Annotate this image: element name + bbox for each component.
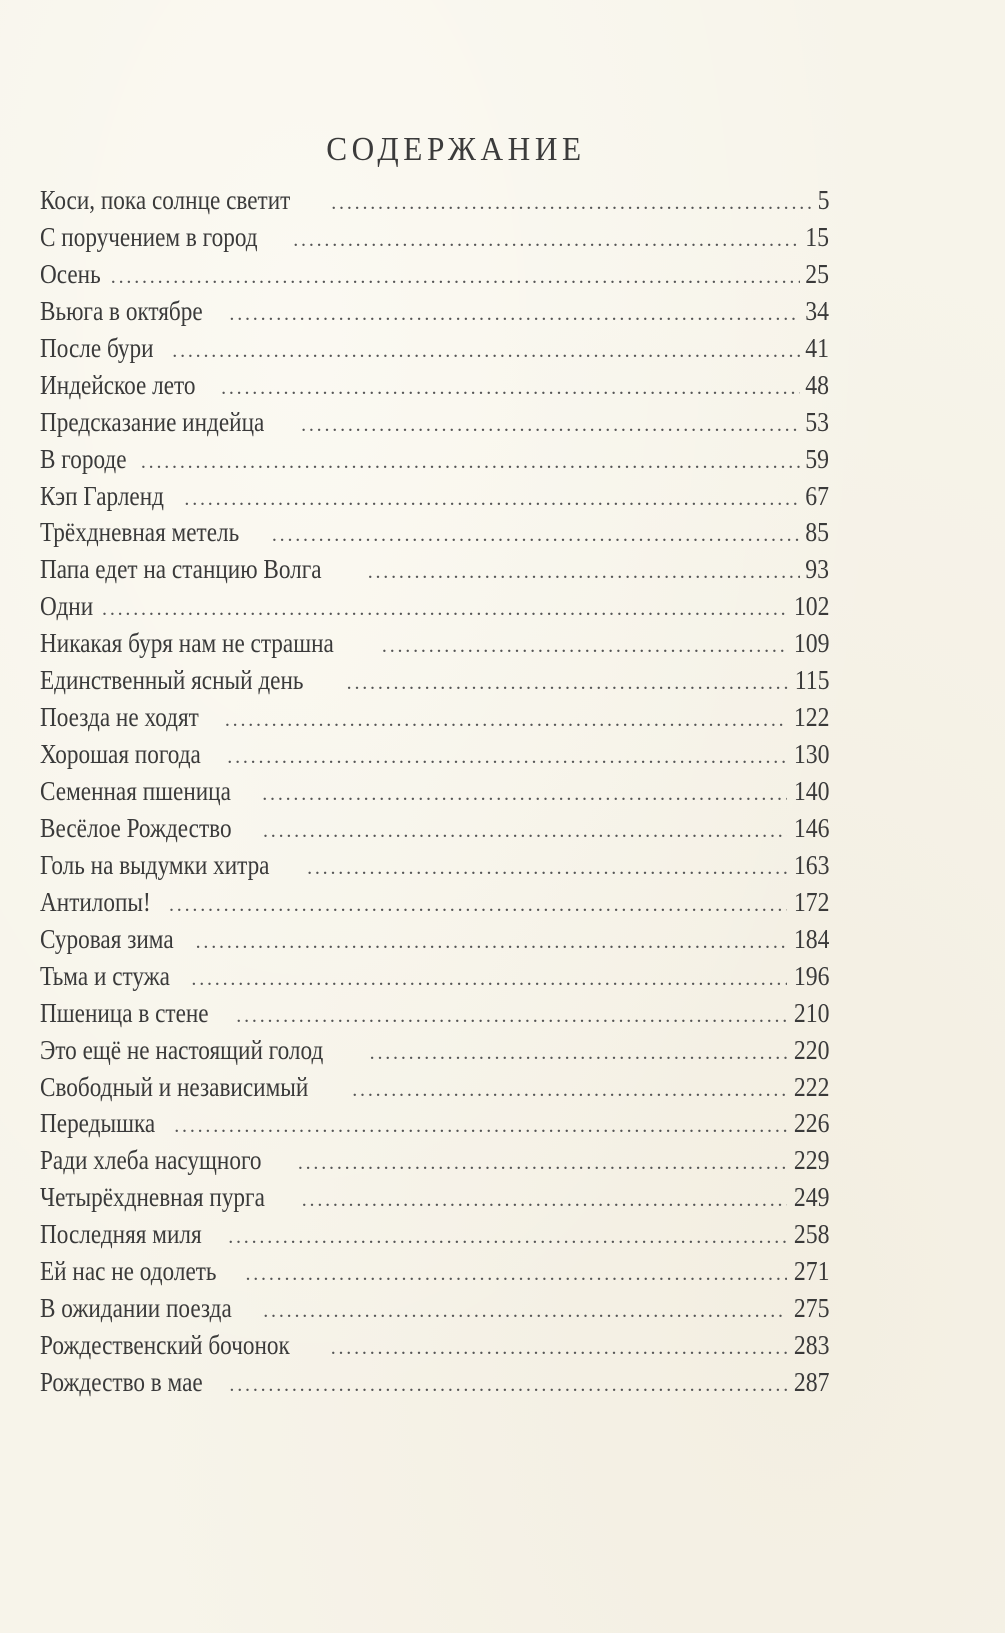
toc-entry — [40, 404, 829, 441]
dot-leader — [236, 998, 786, 1032]
chapter-title: В городе — [40, 443, 127, 474]
toc-entry — [40, 662, 829, 699]
page-number: 172 — [793, 886, 829, 917]
chapter-title: Суровая зима — [40, 923, 174, 954]
dot-leader — [263, 1293, 786, 1327]
dot-leader — [221, 370, 800, 404]
dot-leader — [331, 1330, 787, 1364]
dot-leader — [111, 259, 800, 293]
chapter-title: Последняя миля — [40, 1219, 202, 1250]
chapter-title: Предсказание индейца — [40, 406, 265, 437]
toc-entry — [40, 1216, 829, 1253]
chapter-title: Папа едет на станцию Волга — [40, 554, 322, 585]
toc-entry — [40, 1179, 829, 1216]
dot-leader — [169, 887, 787, 921]
toc-entry — [40, 847, 829, 884]
page-number: 196 — [793, 960, 829, 991]
toc-entry — [40, 1105, 829, 1142]
toc-entry — [40, 958, 829, 995]
chapter-title: С поручением в город — [40, 221, 258, 252]
page-number: 93 — [805, 554, 829, 585]
toc-entry — [40, 551, 829, 588]
chapter-title: Трёхдневная метель — [40, 517, 240, 548]
toc-entry — [40, 1069, 829, 1106]
chapter-title: Ей нас не одолеть — [40, 1256, 217, 1287]
chapter-title: Тьма и стужа — [40, 960, 170, 991]
dot-leader — [301, 407, 800, 441]
chapter-title: Никакая буря нам не страшна — [40, 628, 334, 659]
dot-leader — [196, 924, 787, 958]
page-number: 53 — [805, 406, 829, 437]
page-number: 258 — [793, 1219, 829, 1250]
page-number: 283 — [793, 1330, 829, 1361]
chapter-title: Кэп Гарленд — [40, 480, 164, 511]
toc-entry — [40, 773, 829, 810]
page-number: 249 — [793, 1182, 829, 1213]
toc-entry — [40, 1032, 829, 1069]
dot-leader — [298, 1145, 787, 1179]
page-number: 48 — [805, 369, 829, 400]
chapter-title: Одни — [40, 591, 94, 622]
page-number: 85 — [805, 517, 829, 548]
toc-entry — [40, 330, 829, 367]
dot-leader — [141, 444, 800, 478]
dot-leader — [370, 1035, 787, 1069]
toc-entry — [40, 256, 829, 293]
chapter-title: В ожидании поезда — [40, 1293, 232, 1324]
dot-leader — [347, 665, 788, 699]
chapter-title: Семенная пшеница — [40, 776, 231, 806]
chapter-title: Индейское лето — [40, 369, 196, 400]
page-number: 115 — [794, 665, 829, 696]
chapter-title: Рождество в мае — [40, 1367, 203, 1397]
page-number: 41 — [805, 332, 829, 363]
page-number: 271 — [793, 1256, 829, 1287]
page-number: 130 — [793, 739, 829, 770]
page-number: 220 — [793, 1034, 829, 1065]
chapter-title: Антилопы! — [40, 886, 151, 917]
dot-leader — [368, 554, 800, 588]
dot-leader — [331, 185, 813, 219]
chapter-title: Весёлое Рождество — [40, 812, 232, 843]
page-number: 287 — [793, 1367, 829, 1397]
chapter-title: Голь на выдумки хитра — [40, 849, 270, 880]
dot-leader — [293, 222, 800, 256]
chapter-title: Это ещё не настоящий голод — [40, 1034, 324, 1065]
dot-leader — [174, 1108, 786, 1142]
dot-leader — [191, 961, 786, 995]
toc-entry — [40, 1142, 829, 1179]
page-title: СОДЕРЖАНИЕ — [326, 130, 586, 168]
toc-entry — [40, 1290, 829, 1327]
page-number: 229 — [793, 1145, 829, 1176]
page-number: 210 — [793, 997, 829, 1028]
page-number: 67 — [805, 480, 829, 511]
toc-entry — [40, 1327, 829, 1364]
chapter-title: Осень — [40, 258, 101, 289]
toc-entry — [40, 182, 829, 219]
chapter-title: Коси, пока солнце светит — [40, 185, 291, 215]
chapter-title: Рождественский бочонок — [40, 1330, 290, 1361]
chapter-title: Ради хлеба насущного — [40, 1145, 262, 1176]
chapter-title: Вьюга в октябре — [40, 295, 203, 326]
toc-entry — [40, 884, 829, 921]
toc-entry — [40, 699, 829, 736]
dot-leader — [262, 776, 786, 810]
toc-entry — [40, 441, 829, 478]
page-number: 184 — [793, 923, 829, 954]
dot-leader — [102, 591, 786, 625]
page-number: 59 — [805, 443, 829, 474]
chapter-title: Четырёхдневная пурга — [40, 1182, 265, 1213]
dot-leader — [352, 1072, 786, 1106]
chapter-title: Хорошая погода — [40, 739, 201, 770]
dot-leader — [227, 739, 786, 773]
toc-entry — [40, 995, 829, 1032]
toc-entry — [40, 588, 829, 625]
page-number: 140 — [793, 776, 829, 806]
chapter-title: Пшеница в стене — [40, 997, 209, 1028]
dot-leader — [229, 296, 800, 330]
page-number: 122 — [793, 702, 829, 733]
dot-leader — [228, 1219, 786, 1253]
toc-entry — [40, 1253, 829, 1290]
chapter-title: После бури — [40, 332, 154, 363]
page-number: 146 — [793, 812, 829, 843]
dot-leader — [225, 702, 787, 736]
page-number: 25 — [805, 258, 829, 289]
dot-leader — [184, 481, 800, 515]
page-number: 5 — [817, 185, 829, 215]
dot-leader — [307, 850, 786, 884]
toc-entry — [40, 1364, 829, 1401]
page-number: 222 — [793, 1071, 829, 1102]
dot-leader — [272, 517, 800, 551]
chapter-title: Единственный ясный день — [40, 665, 304, 696]
toc-entry — [40, 367, 829, 404]
toc-entry — [40, 293, 829, 330]
toc-entry — [40, 736, 829, 773]
table-of-contents — [40, 182, 829, 1401]
toc-entry — [40, 478, 829, 515]
dot-leader — [302, 1182, 787, 1216]
chapter-title: Свободный и независимый — [40, 1071, 309, 1102]
dot-leader — [263, 813, 787, 847]
dot-leader — [382, 628, 787, 662]
toc-entry — [40, 625, 829, 662]
page-number: 109 — [793, 628, 829, 659]
toc-entry — [40, 219, 829, 256]
toc-entry — [40, 514, 829, 551]
page-number: 275 — [793, 1293, 829, 1324]
page-number: 226 — [793, 1108, 829, 1139]
dot-leader — [172, 333, 800, 367]
page-number: 102 — [793, 591, 829, 622]
toc-entry — [40, 921, 829, 958]
page-number: 163 — [793, 849, 829, 880]
page-number: 34 — [805, 295, 829, 326]
toc-entry — [40, 810, 829, 847]
dot-leader — [245, 1256, 786, 1290]
dot-leader — [229, 1367, 786, 1401]
chapter-title: Поезда не ходят — [40, 702, 199, 733]
page-number: 15 — [805, 221, 829, 252]
chapter-title: Передышка — [40, 1108, 156, 1139]
